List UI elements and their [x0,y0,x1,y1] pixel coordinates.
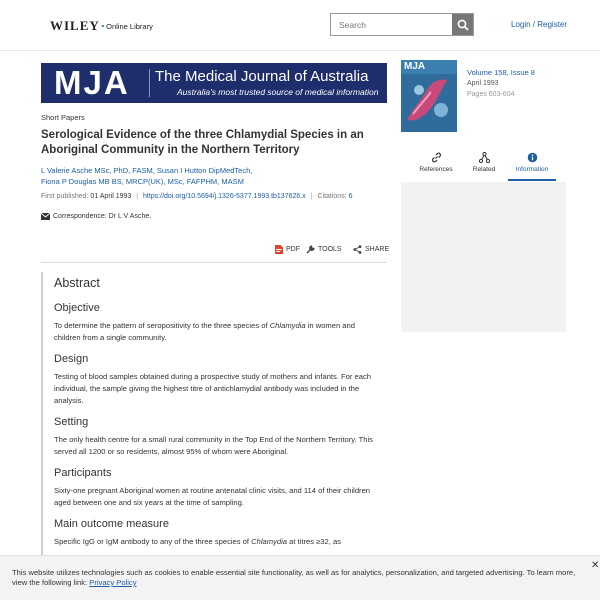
issue-date: April 1993 [467,80,499,87]
share-label: SHARE [365,246,390,253]
search-box [330,13,474,36]
issue-pages: Pages 603-604 [467,91,515,98]
tab-related-label: Related [472,166,496,173]
objective-heading: Objective [54,302,100,314]
publication-info [41,193,353,200]
correspondence-text: Correspondence: Dr L V Asche. [53,213,152,220]
design-heading: Design [54,353,89,365]
wiley-logo[interactable] [50,18,153,34]
share-button[interactable] [353,245,389,254]
correspondence [41,213,151,220]
authors-line-2[interactable]: Fiona P Douglas MB BS, MRCP(UK), MSc, FAFPHM, MASM [41,177,244,186]
logo-library-text: Online Library [106,21,153,31]
issue-volume-link[interactable]: Volume 158, Issue 8 [467,68,535,77]
cover-label: MJA [404,61,426,72]
envelope-icon [41,213,50,220]
abstract-section [41,272,387,562]
pdf-button[interactable] [275,245,300,254]
pdf-label: PDF [286,246,300,253]
search-button[interactable] [452,14,473,35]
tab-information-label: Information [515,166,549,173]
tools-button[interactable] [306,245,342,254]
cookie-banner [0,555,600,600]
participants-text: Sixty-one pregnant Aboriginal women at routine antenatal clinic visits, and 114 of their children aged between one and six years at the time of sampling. [54,486,371,507]
separator: | [136,193,139,200]
close-icon[interactable]: ✕ [591,560,600,571]
banner-title: The Medical Journal of Australia [155,68,369,85]
cookie-text [12,568,587,588]
privacy-policy-link[interactable]: Privacy Policy [89,578,137,587]
tools-label: TOOLS [318,246,342,253]
search-icon [457,19,469,31]
first-published-label: First published: [41,193,89,200]
article-tools-bar [41,241,390,263]
separator: | [310,193,313,200]
citations-label: Citations: [317,193,347,200]
article-section-label: Short Papers [41,113,85,122]
citations-count-link[interactable]: 6 [348,193,353,200]
objective-text: To determine the pattern of seropositivity to the three species of Chlamydia in women and children from a single community. [54,321,355,342]
login-register-link[interactable]: Login / Register [511,20,568,29]
abstract-heading: Abstract [54,276,100,290]
journal-banner[interactable] [41,63,387,103]
cookie-message: This website utilizes technologies such as cookies to enable essential site functionality, as well as for analytics, personalization, and targeted advertising. To learn more, view the following link: [12,568,576,587]
doi-link[interactable]: https://doi.org/10.5694/j.1326-5377.1993.tb137626.x [143,193,306,200]
authors-line-1[interactable]: L Valerie Asche MSc, PhD, FASM, Susan I Hutton DipMedTech, [41,166,253,175]
logo-wiley-text: WILEY [50,18,100,33]
side-tabs [412,148,556,181]
outcome-text: Specific IgG or IgM antibody to any of the three species of Chlamydia at titres ≥32, as [54,537,341,546]
share-icon [353,245,362,254]
wrench-icon [306,245,315,254]
journal-cover-image[interactable] [401,60,457,132]
setting-heading: Setting [54,416,89,428]
logo-dot: · [100,18,106,33]
banner-abbr: MJA [54,64,130,101]
participants-heading: Participants [54,467,112,479]
search-input[interactable] [331,14,452,35]
banner-divider [149,69,150,97]
tab-references[interactable] [412,148,460,181]
article-title: Serological Evidence of the three Chlamydial Species in an Aboriginal Community in the Northern Territory [41,129,364,156]
site-header [0,0,600,51]
information-panel [401,182,566,332]
outcome-heading: Main outcome measure [54,518,169,530]
link-icon [431,152,442,163]
setting-text: The only health centre for a small rural community in the Top End of the Northern Territory. This served all 1200 or so residents, almost 95% of whom were Aboriginal. [54,435,373,456]
first-published-date: 01 April 1993 [90,193,132,200]
pdf-icon [275,245,283,254]
author-list [41,165,386,187]
tab-related[interactable] [460,148,508,181]
tab-references-label: References [419,166,453,173]
banner-tagline: Australia's most trusted source of medical information [177,87,379,97]
tab-information[interactable] [508,148,556,181]
design-text: Testing of blood samples obtained during a prospective study of mothers and infants. For each individual, the sample giving the highest titre of antichlamydial antibody was included in the analysis. [54,372,372,405]
network-icon [479,152,490,163]
info-icon [527,152,538,163]
